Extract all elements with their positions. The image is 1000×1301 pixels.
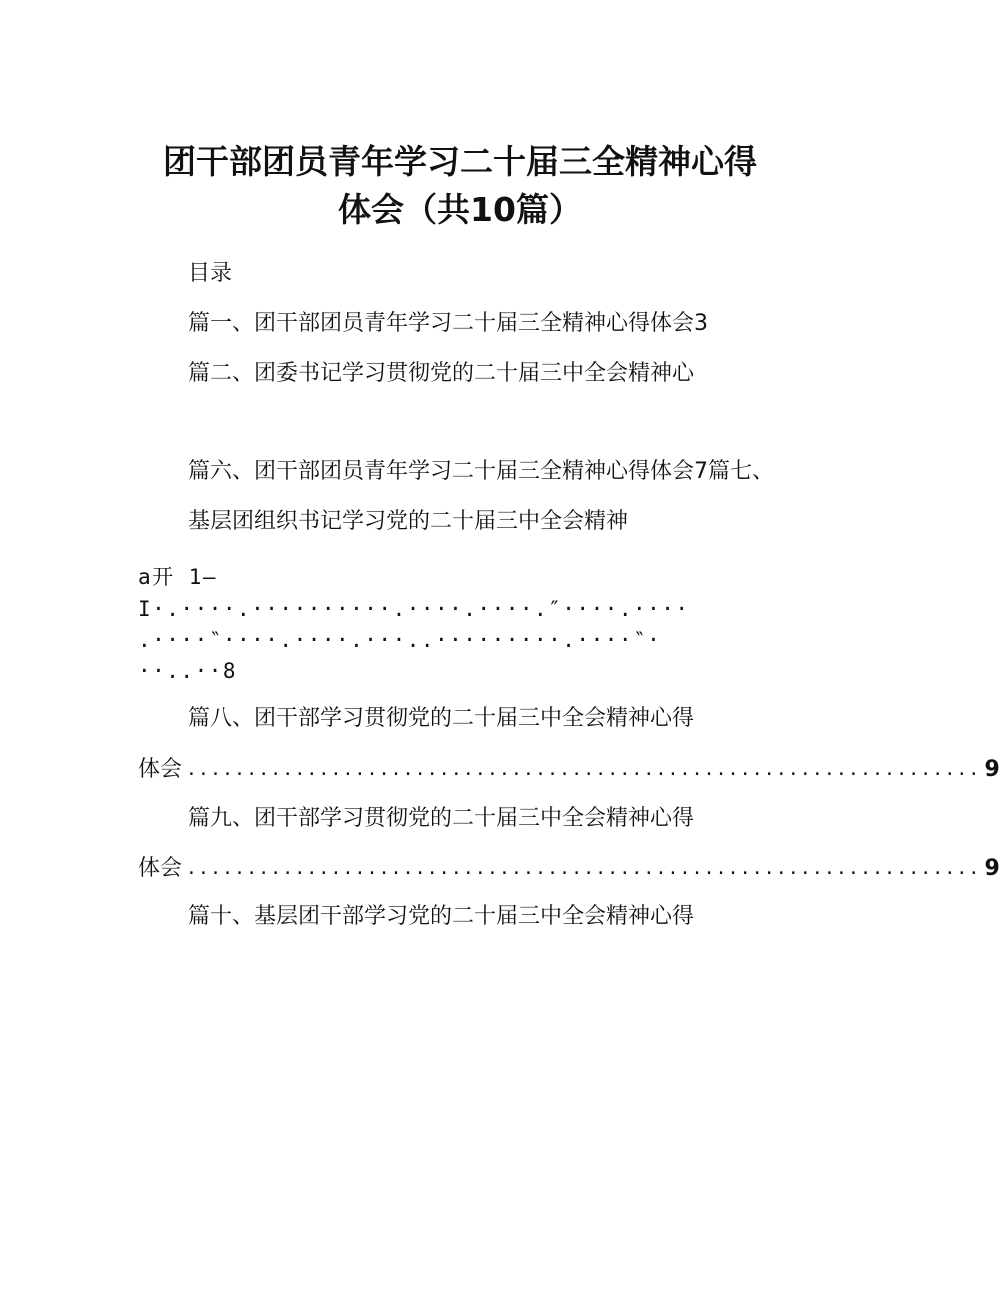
toc-entry-1: 篇一、团干部团员青年学习二十届三全精神心得体会3 bbox=[188, 311, 708, 336]
toc-leader-row-8 bbox=[138, 756, 1000, 784]
toc-heading: 目录 bbox=[188, 261, 233, 286]
leader-dots: .................................................................. bbox=[186, 759, 981, 780]
leader-page-number: 9 bbox=[984, 856, 1000, 881]
garbled-text-line-2: I·.····.··········.····.····.″····.···· bbox=[138, 597, 690, 621]
toc-entry-8: 篇八、团干部学习贯彻党的二十届三中全会精神心得 bbox=[188, 706, 695, 731]
leader-page-number: 9 bbox=[984, 757, 1000, 782]
toc-entry-7-continued: 基层团组织书记学习党的二十届三中全会精神 bbox=[188, 509, 629, 534]
toc-entry-9: 篇九、团干部学习贯彻党的二十届三中全会精神心得 bbox=[188, 806, 695, 831]
garbled-text-line-3: .····‶····.····.···..·········.····‶· bbox=[138, 628, 662, 652]
leader-dots: .................................................................. bbox=[186, 858, 981, 879]
toc-leader-row-9 bbox=[138, 855, 1000, 883]
garbled-text-line-1: a开 1— bbox=[138, 565, 218, 589]
garbled-text-line-4: ··..··8 bbox=[138, 659, 238, 683]
leader-label: 体会 bbox=[138, 856, 183, 881]
leader-label: 体会 bbox=[138, 757, 183, 782]
toc-entry-6: 篇六、团干部团员青年学习二十届三全精神心得体会7篇七、 bbox=[188, 459, 774, 484]
document-title-line-2: 体会（共10篇） bbox=[338, 190, 582, 229]
toc-entry-2: 篇二、团委书记学习贯彻党的二十届三中全会精神心 bbox=[188, 361, 695, 386]
toc-entry-10: 篇十、基层团干部学习党的二十届三中全会精神心得 bbox=[188, 904, 695, 929]
document-title-line-1: 团干部团员青年学习二十届三全精神心得 bbox=[163, 142, 757, 181]
